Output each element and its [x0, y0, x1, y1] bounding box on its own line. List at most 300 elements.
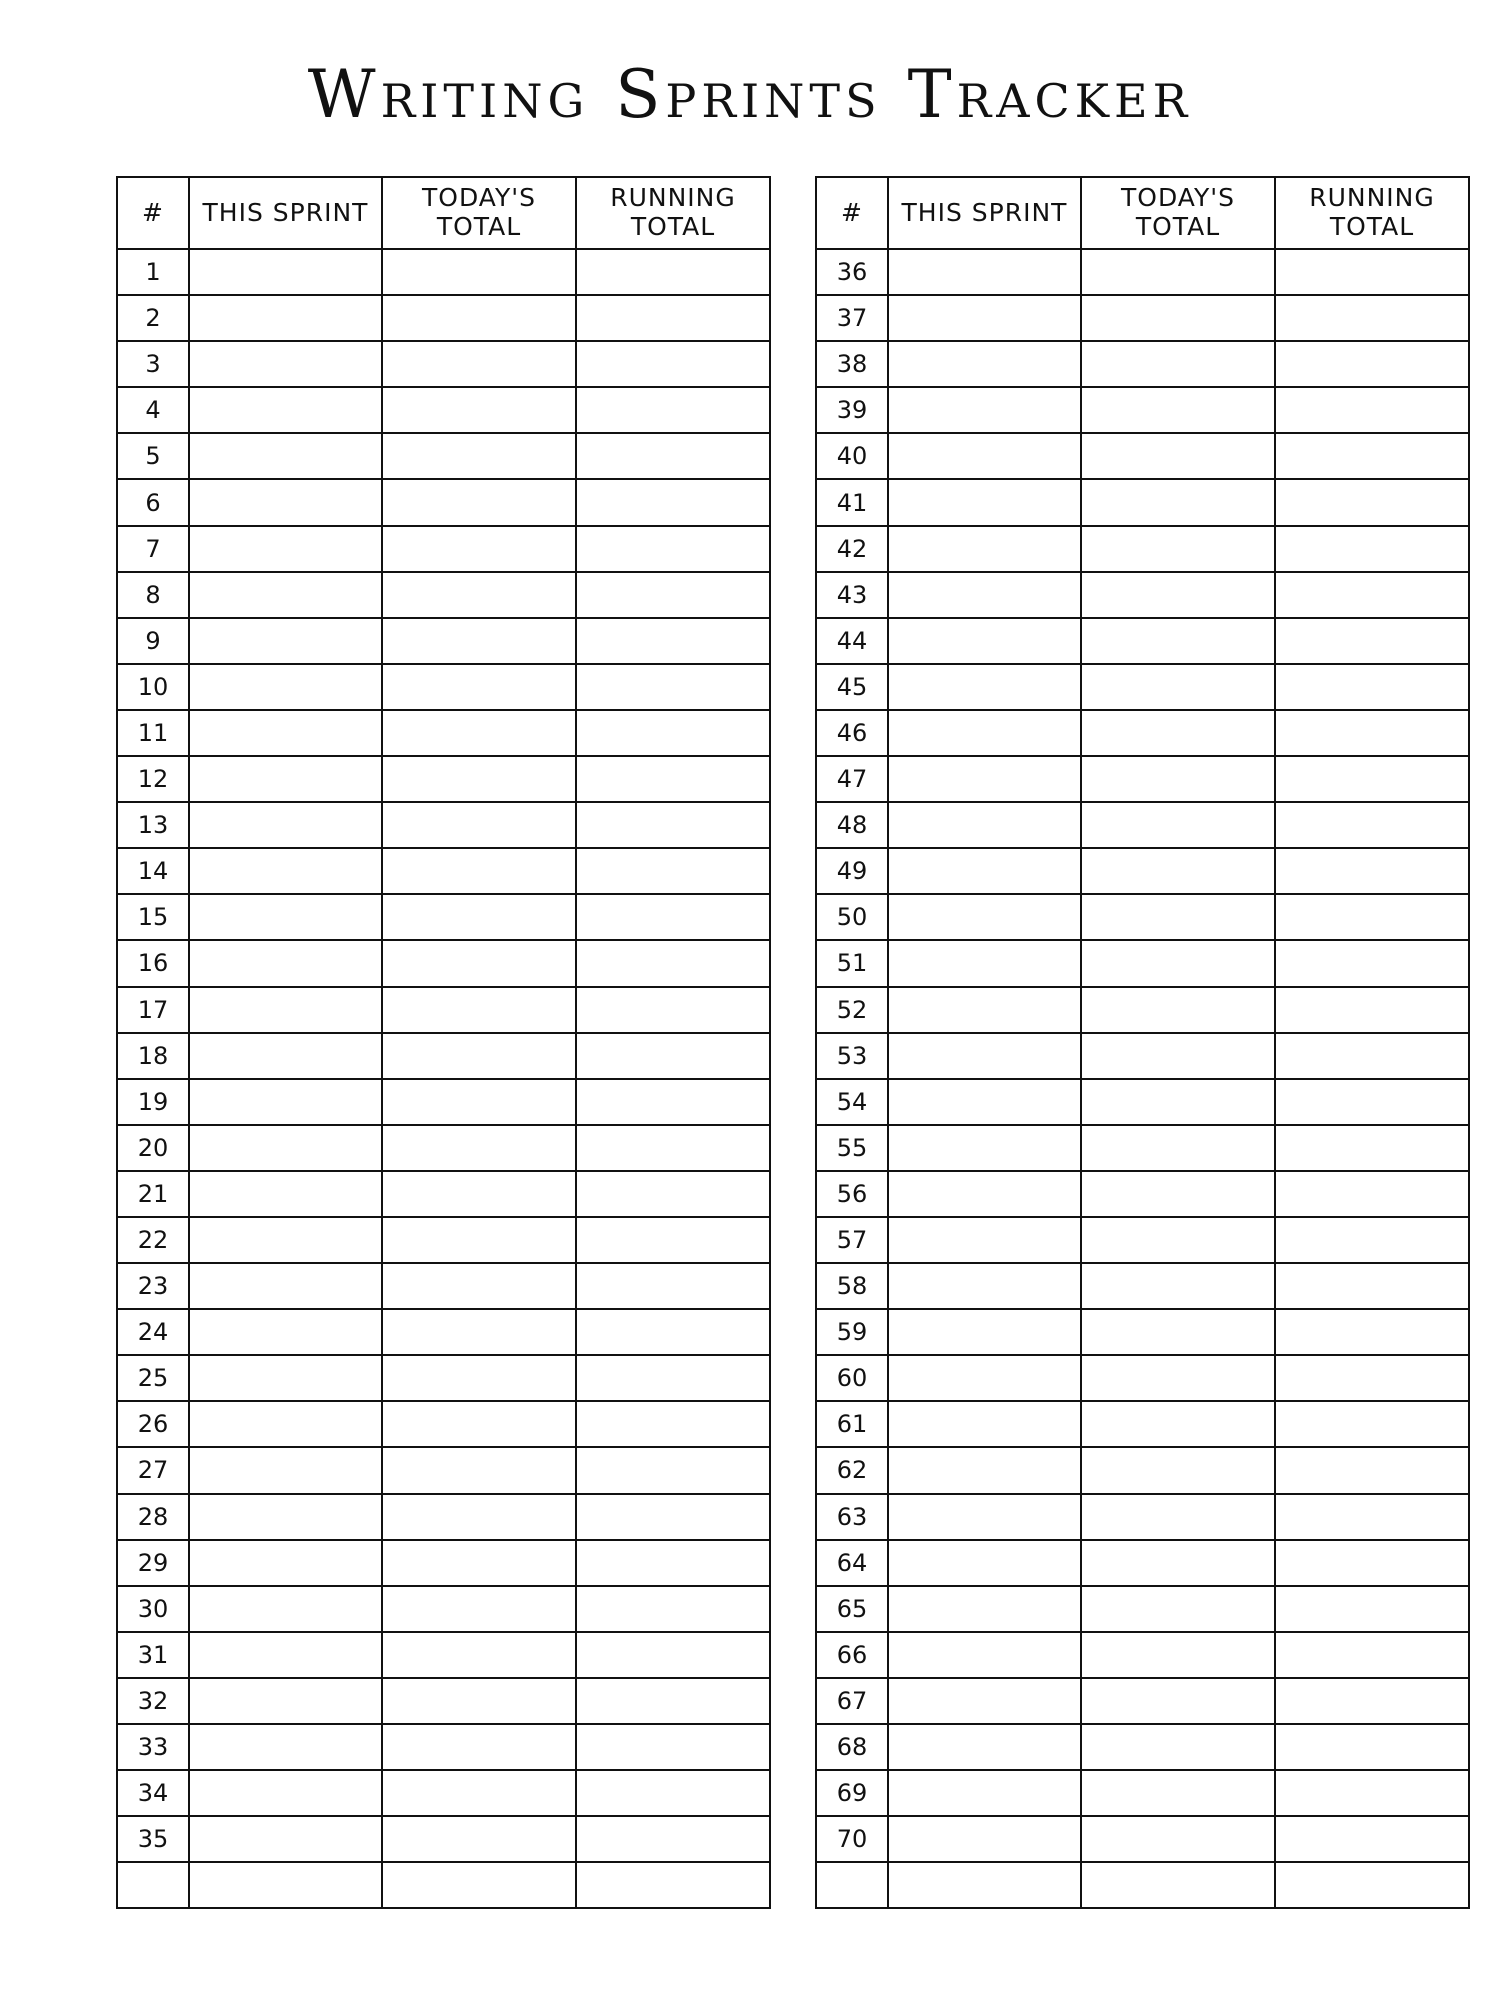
table-row — [816, 1678, 1469, 1724]
this-sprint-cell[interactable] — [888, 1309, 1081, 1355]
this-sprint-cell[interactable] — [189, 1494, 382, 1540]
running-total-cell[interactable] — [576, 249, 770, 295]
todays-total-cell[interactable] — [1081, 1862, 1275, 1908]
this-sprint-cell[interactable] — [888, 433, 1081, 479]
running-total-cell[interactable] — [1275, 1033, 1469, 1079]
sprint-number-cell: 21 — [117, 1171, 189, 1217]
sprint-rows-right — [816, 249, 1469, 1908]
running-total-cell[interactable] — [576, 433, 770, 479]
this-sprint-cell[interactable] — [888, 710, 1081, 756]
todays-total-cell[interactable] — [1081, 1724, 1275, 1770]
sprint-rows-left — [117, 249, 770, 1908]
table-row — [816, 1309, 1469, 1355]
running-total-cell[interactable] — [1275, 756, 1469, 802]
running-total-cell[interactable] — [1275, 572, 1469, 618]
sprint-number-cell: 37 — [816, 295, 888, 341]
sprint-number-cell: 50 — [816, 894, 888, 940]
this-sprint-cell[interactable] — [189, 295, 382, 341]
running-total-cell[interactable] — [1275, 249, 1469, 295]
todays-total-cell[interactable] — [382, 526, 576, 572]
this-sprint-cell[interactable] — [189, 894, 382, 940]
table-row — [117, 1678, 770, 1724]
this-sprint-cell[interactable] — [189, 664, 382, 710]
table-row — [117, 1770, 770, 1816]
running-total-cell[interactable] — [1275, 802, 1469, 848]
sprint-number-cell: 41 — [816, 479, 888, 525]
todays-total-cell[interactable] — [382, 618, 576, 664]
this-sprint-cell[interactable] — [189, 940, 382, 986]
todays-total-cell[interactable] — [1081, 1816, 1275, 1862]
this-sprint-cell[interactable] — [189, 1816, 382, 1862]
table-row — [816, 1540, 1469, 1586]
todays-total-cell[interactable] — [1081, 664, 1275, 710]
this-sprint-cell[interactable] — [189, 341, 382, 387]
this-sprint-cell[interactable] — [189, 1033, 382, 1079]
todays-total-cell[interactable] — [382, 341, 576, 387]
todays-total-cell[interactable] — [1081, 848, 1275, 894]
todays-total-cell[interactable] — [382, 1724, 576, 1770]
running-total-cell[interactable] — [1275, 1125, 1469, 1171]
todays-total-cell[interactable] — [1081, 1033, 1275, 1079]
running-total-cell[interactable] — [1275, 1401, 1469, 1447]
this-sprint-cell[interactable] — [888, 1494, 1081, 1540]
sprint-number-cell: 64 — [816, 1540, 888, 1586]
table-header-row — [816, 177, 1469, 249]
sprint-number-cell: 68 — [816, 1724, 888, 1770]
this-sprint-cell[interactable] — [888, 1586, 1081, 1632]
table-row — [117, 1263, 770, 1309]
todays-total-cell[interactable] — [1081, 1401, 1275, 1447]
this-sprint-cell[interactable] — [888, 341, 1081, 387]
this-sprint-cell[interactable] — [189, 1171, 382, 1217]
sprint-number-cell: 53 — [816, 1033, 888, 1079]
todays-total-cell[interactable] — [382, 572, 576, 618]
running-total-cell[interactable] — [1275, 433, 1469, 479]
this-sprint-cell[interactable] — [888, 1033, 1081, 1079]
this-sprint-cell[interactable] — [189, 1217, 382, 1263]
todays-total-cell[interactable] — [1081, 710, 1275, 756]
todays-total-cell[interactable] — [382, 295, 576, 341]
todays-total-cell[interactable] — [382, 848, 576, 894]
this-sprint-cell[interactable] — [888, 848, 1081, 894]
todays-total-cell[interactable] — [382, 1447, 576, 1493]
sprint-number-cell: 12 — [117, 756, 189, 802]
todays-total-cell[interactable] — [382, 940, 576, 986]
running-total-cell[interactable] — [576, 1632, 770, 1678]
running-total-cell[interactable] — [1275, 1816, 1469, 1862]
running-total-cell[interactable] — [1275, 1632, 1469, 1678]
todays-total-cell[interactable] — [382, 1540, 576, 1586]
todays-total-cell[interactable] — [382, 710, 576, 756]
todays-total-cell[interactable] — [1081, 341, 1275, 387]
todays-total-cell[interactable] — [1081, 479, 1275, 525]
sprint-number-cell: 52 — [816, 987, 888, 1033]
todays-total-cell[interactable] — [382, 433, 576, 479]
todays-total-cell[interactable] — [1081, 1447, 1275, 1493]
this-sprint-cell[interactable] — [189, 387, 382, 433]
this-sprint-cell[interactable] — [888, 1447, 1081, 1493]
this-sprint-cell[interactable] — [189, 1540, 382, 1586]
todays-total-cell[interactable] — [382, 1079, 576, 1125]
this-sprint-cell[interactable] — [888, 1401, 1081, 1447]
todays-total-cell[interactable] — [1081, 1586, 1275, 1632]
sprint-number-cell: 23 — [117, 1263, 189, 1309]
this-sprint-cell[interactable] — [888, 479, 1081, 525]
running-total-cell[interactable] — [576, 1586, 770, 1632]
running-total-cell[interactable] — [576, 1540, 770, 1586]
running-total-cell[interactable] — [576, 894, 770, 940]
table-row — [816, 572, 1469, 618]
table-row — [816, 1632, 1469, 1678]
this-sprint-cell[interactable] — [189, 1678, 382, 1724]
todays-total-cell[interactable] — [382, 1816, 576, 1862]
this-sprint-cell[interactable] — [888, 756, 1081, 802]
table-row — [816, 1770, 1469, 1816]
sprint-number-cell: 18 — [117, 1033, 189, 1079]
table-row — [117, 572, 770, 618]
running-total-cell[interactable] — [576, 848, 770, 894]
todays-total-cell[interactable] — [1081, 526, 1275, 572]
running-total-cell[interactable] — [576, 1494, 770, 1540]
todays-total-cell[interactable] — [382, 1770, 576, 1816]
todays-total-cell[interactable] — [1081, 433, 1275, 479]
todays-total-cell[interactable] — [1081, 1632, 1275, 1678]
todays-total-cell[interactable] — [382, 1678, 576, 1724]
todays-total-cell[interactable] — [1081, 1263, 1275, 1309]
this-sprint-cell[interactable] — [888, 1540, 1081, 1586]
running-total-cell[interactable] — [576, 940, 770, 986]
this-sprint-cell[interactable] — [888, 1678, 1081, 1724]
running-total-cell[interactable] — [576, 1678, 770, 1724]
running-total-cell[interactable] — [1275, 987, 1469, 1033]
this-sprint-cell[interactable] — [888, 1171, 1081, 1217]
table-row — [117, 940, 770, 986]
running-total-cell[interactable] — [576, 1079, 770, 1125]
this-sprint-cell[interactable] — [888, 295, 1081, 341]
table-row — [816, 940, 1469, 986]
todays-total-cell[interactable] — [382, 664, 576, 710]
this-sprint-cell[interactable] — [888, 1632, 1081, 1678]
table-row — [816, 1494, 1469, 1540]
running-total-cell[interactable] — [1275, 1494, 1469, 1540]
this-sprint-cell[interactable] — [888, 249, 1081, 295]
this-sprint-cell[interactable] — [888, 802, 1081, 848]
this-sprint-cell[interactable] — [189, 987, 382, 1033]
sprint-number-cell: 65 — [816, 1586, 888, 1632]
this-sprint-cell[interactable] — [189, 479, 382, 525]
table-row — [117, 1447, 770, 1493]
this-sprint-cell[interactable] — [888, 1263, 1081, 1309]
todays-total-cell[interactable] — [382, 756, 576, 802]
page-title: Writing Sprints Tracker — [307, 56, 1193, 133]
running-total-cell[interactable] — [576, 1263, 770, 1309]
running-total-cell[interactable] — [1275, 940, 1469, 986]
running-total-cell[interactable] — [1275, 479, 1469, 525]
this-sprint-cell[interactable] — [189, 1586, 382, 1632]
running-total-cell[interactable] — [576, 1309, 770, 1355]
table-header-row — [117, 177, 770, 249]
running-total-cell[interactable] — [1275, 526, 1469, 572]
running-total-cell[interactable] — [576, 1217, 770, 1263]
running-total-cell[interactable] — [576, 479, 770, 525]
this-sprint-cell[interactable] — [189, 572, 382, 618]
sprint-number-cell: 63 — [816, 1494, 888, 1540]
this-sprint-cell[interactable] — [888, 618, 1081, 664]
sprint-number-cell: 7 — [117, 526, 189, 572]
sprint-number-cell: 35 — [117, 1816, 189, 1862]
todays-total-cell[interactable] — [1081, 387, 1275, 433]
running-total-cell[interactable] — [1275, 618, 1469, 664]
running-total-cell[interactable] — [1275, 1447, 1469, 1493]
this-sprint-cell[interactable] — [888, 1355, 1081, 1401]
sprint-number-cell: 59 — [816, 1309, 888, 1355]
table-row — [816, 1586, 1469, 1632]
sprint-number-cell: 27 — [117, 1447, 189, 1493]
sprint-number-cell: 29 — [117, 1540, 189, 1586]
todays-total-cell[interactable] — [1081, 1079, 1275, 1125]
running-total-cell[interactable] — [576, 387, 770, 433]
this-sprint-cell[interactable] — [189, 848, 382, 894]
this-sprint-cell[interactable] — [189, 433, 382, 479]
this-sprint-cell[interactable] — [888, 1862, 1081, 1908]
this-sprint-cell[interactable] — [888, 987, 1081, 1033]
todays-total-cell[interactable] — [1081, 1309, 1275, 1355]
sprint-number-cell: 9 — [117, 618, 189, 664]
todays-total-cell[interactable] — [382, 1171, 576, 1217]
todays-total-cell[interactable] — [382, 1586, 576, 1632]
this-sprint-cell[interactable] — [189, 1125, 382, 1171]
this-sprint-cell[interactable] — [189, 249, 382, 295]
running-total-cell[interactable] — [576, 1033, 770, 1079]
table-row — [117, 295, 770, 341]
todays-total-cell[interactable] — [382, 1494, 576, 1540]
this-sprint-cell[interactable] — [189, 618, 382, 664]
this-sprint-cell[interactable] — [189, 526, 382, 572]
table-row — [117, 664, 770, 710]
this-sprint-cell[interactable] — [189, 1079, 382, 1125]
todays-total-cell[interactable] — [382, 987, 576, 1033]
running-total-cell[interactable] — [1275, 1079, 1469, 1125]
this-sprint-column-header: THIS SPRINT — [888, 177, 1081, 249]
todays-total-cell[interactable] — [382, 387, 576, 433]
table-row — [816, 756, 1469, 802]
sprint-number-cell: 70 — [816, 1816, 888, 1862]
sprint-number-cell: 1 — [117, 249, 189, 295]
table-row — [816, 987, 1469, 1033]
table-row — [816, 295, 1469, 341]
sprint-number-cell: 5 — [117, 433, 189, 479]
running-total-cell[interactable] — [1275, 664, 1469, 710]
sprint-number-cell: 10 — [117, 664, 189, 710]
this-sprint-cell[interactable] — [189, 1309, 382, 1355]
this-sprint-cell[interactable] — [888, 1125, 1081, 1171]
table-row — [816, 664, 1469, 710]
running-total-cell[interactable] — [576, 802, 770, 848]
this-sprint-cell[interactable] — [189, 1724, 382, 1770]
sprint-number-cell: 34 — [117, 1770, 189, 1816]
running-total-cell[interactable] — [1275, 894, 1469, 940]
todays-total-cell[interactable] — [1081, 1217, 1275, 1263]
running-total-cell[interactable] — [576, 710, 770, 756]
this-sprint-cell[interactable] — [888, 1770, 1081, 1816]
sprint-number-cell: 33 — [117, 1724, 189, 1770]
todays-total-cell[interactable] — [382, 1033, 576, 1079]
running-total-cell[interactable] — [1275, 1586, 1469, 1632]
todays-total-cell[interactable] — [1081, 756, 1275, 802]
todays-total-cell[interactable] — [1081, 1540, 1275, 1586]
running-total-cell[interactable] — [1275, 1355, 1469, 1401]
running-total-cell[interactable] — [1275, 1724, 1469, 1770]
todays-total-cell[interactable] — [1081, 940, 1275, 986]
todays-total-cell[interactable] — [382, 1217, 576, 1263]
todays-total-cell[interactable] — [1081, 1171, 1275, 1217]
running-total-cell[interactable] — [1275, 1540, 1469, 1586]
this-sprint-cell[interactable] — [888, 1079, 1081, 1125]
sprint-number-cell: 30 — [117, 1586, 189, 1632]
sprint-number-cell: 42 — [816, 526, 888, 572]
this-sprint-cell[interactable] — [888, 572, 1081, 618]
running-total-cell[interactable] — [576, 526, 770, 572]
this-sprint-cell[interactable] — [189, 1770, 382, 1816]
running-total-cell[interactable] — [576, 1862, 770, 1908]
running-total-cell[interactable] — [1275, 295, 1469, 341]
running-total-cell[interactable] — [576, 572, 770, 618]
todays-total-cell[interactable] — [382, 1125, 576, 1171]
todays-total-cell[interactable] — [1081, 1678, 1275, 1724]
running-total-cell[interactable] — [576, 1770, 770, 1816]
sprint-number-cell: 60 — [816, 1355, 888, 1401]
todays-total-cell[interactable] — [382, 802, 576, 848]
this-sprint-cell[interactable] — [189, 1632, 382, 1678]
todays-total-cell[interactable] — [1081, 572, 1275, 618]
this-sprint-cell[interactable] — [189, 1447, 382, 1493]
table-row — [816, 479, 1469, 525]
todays-total-cell[interactable] — [1081, 249, 1275, 295]
table-row — [816, 1171, 1469, 1217]
running-total-cell[interactable] — [576, 1724, 770, 1770]
running-total-cell[interactable] — [576, 1447, 770, 1493]
this-sprint-cell[interactable] — [888, 387, 1081, 433]
running-total-cell[interactable] — [576, 618, 770, 664]
running-total-cell[interactable] — [1275, 1263, 1469, 1309]
sprint-number-cell: 38 — [816, 341, 888, 387]
table-row — [816, 387, 1469, 433]
table-row — [816, 341, 1469, 387]
running-total-cell[interactable] — [576, 664, 770, 710]
table-row — [117, 341, 770, 387]
todays-total-cell[interactable] — [382, 1632, 576, 1678]
todays-total-cell[interactable] — [382, 1355, 576, 1401]
sprint-number-cell: 69 — [816, 1770, 888, 1816]
running-total-cell[interactable] — [576, 1355, 770, 1401]
table-row — [816, 1079, 1469, 1125]
todays-total-cell[interactable] — [382, 1263, 576, 1309]
todays-total-cell[interactable] — [382, 479, 576, 525]
todays-total-cell[interactable] — [1081, 802, 1275, 848]
this-sprint-cell[interactable] — [189, 802, 382, 848]
todays-total-cell[interactable] — [382, 1401, 576, 1447]
running-total-cell[interactable] — [576, 1401, 770, 1447]
sprint-number-cell: 43 — [816, 572, 888, 618]
todays-total-cell[interactable] — [1081, 1770, 1275, 1816]
todays-total-cell[interactable] — [1081, 295, 1275, 341]
running-total-cell[interactable] — [1275, 1217, 1469, 1263]
this-sprint-cell[interactable] — [189, 1263, 382, 1309]
running-total-cell[interactable] — [576, 1125, 770, 1171]
todays-total-cell[interactable] — [382, 1309, 576, 1355]
this-sprint-cell[interactable] — [888, 1816, 1081, 1862]
todays-total-cell[interactable] — [382, 1862, 576, 1908]
todays-total-cell[interactable] — [1081, 1494, 1275, 1540]
running-total-cell[interactable] — [1275, 1770, 1469, 1816]
table-row — [816, 1401, 1469, 1447]
todays-total-cell[interactable] — [1081, 1355, 1275, 1401]
running-total-cell[interactable] — [1275, 1171, 1469, 1217]
table-row — [816, 526, 1469, 572]
todays-total-cell[interactable] — [1081, 987, 1275, 1033]
this-sprint-cell[interactable] — [189, 1355, 382, 1401]
running-total-cell[interactable] — [1275, 848, 1469, 894]
table-row — [117, 479, 770, 525]
this-sprint-cell[interactable] — [888, 894, 1081, 940]
running-total-cell[interactable] — [1275, 1678, 1469, 1724]
sprint-number-cell: 32 — [117, 1678, 189, 1724]
this-sprint-cell[interactable] — [189, 1401, 382, 1447]
sprint-number-cell: 4 — [117, 387, 189, 433]
table-row — [117, 1540, 770, 1586]
todays-total-cell[interactable] — [1081, 894, 1275, 940]
this-sprint-cell[interactable] — [888, 664, 1081, 710]
running-total-cell[interactable] — [576, 1816, 770, 1862]
this-sprint-cell[interactable] — [888, 526, 1081, 572]
sprint-number-cell: 54 — [816, 1079, 888, 1125]
this-sprint-cell[interactable] — [189, 710, 382, 756]
running-total-cell[interactable] — [576, 756, 770, 802]
table-row — [117, 526, 770, 572]
sprint-number-cell: 13 — [117, 802, 189, 848]
this-sprint-cell[interactable] — [189, 1862, 382, 1908]
table-row — [816, 1355, 1469, 1401]
todays-total-cell[interactable] — [1081, 1125, 1275, 1171]
this-sprint-cell[interactable] — [888, 1217, 1081, 1263]
sprint-number-cell: 58 — [816, 1263, 888, 1309]
running-total-cell[interactable] — [1275, 710, 1469, 756]
todays-total-cell[interactable] — [1081, 618, 1275, 664]
table-row — [117, 618, 770, 664]
this-sprint-cell[interactable] — [888, 940, 1081, 986]
sprint-number-cell: 56 — [816, 1171, 888, 1217]
todays-total-cell[interactable] — [382, 894, 576, 940]
table-row — [816, 1447, 1469, 1493]
running-total-cell[interactable] — [1275, 387, 1469, 433]
table-row — [816, 848, 1469, 894]
running-total-cell[interactable] — [1275, 341, 1469, 387]
table-row — [117, 1171, 770, 1217]
running-total-cell[interactable] — [576, 987, 770, 1033]
todays-total-cell[interactable] — [382, 249, 576, 295]
this-sprint-cell[interactable] — [189, 756, 382, 802]
this-sprint-cell[interactable] — [888, 1724, 1081, 1770]
running-total-cell[interactable] — [576, 341, 770, 387]
this-sprint-column-header: THIS SPRINT — [189, 177, 382, 249]
running-total-cell[interactable] — [576, 295, 770, 341]
running-total-cell[interactable] — [576, 1171, 770, 1217]
sprint-number-cell: 25 — [117, 1355, 189, 1401]
running-total-cell[interactable] — [1275, 1862, 1469, 1908]
running-total-cell[interactable] — [1275, 1309, 1469, 1355]
table-row — [117, 1217, 770, 1263]
sprint-number-cell: 28 — [117, 1494, 189, 1540]
